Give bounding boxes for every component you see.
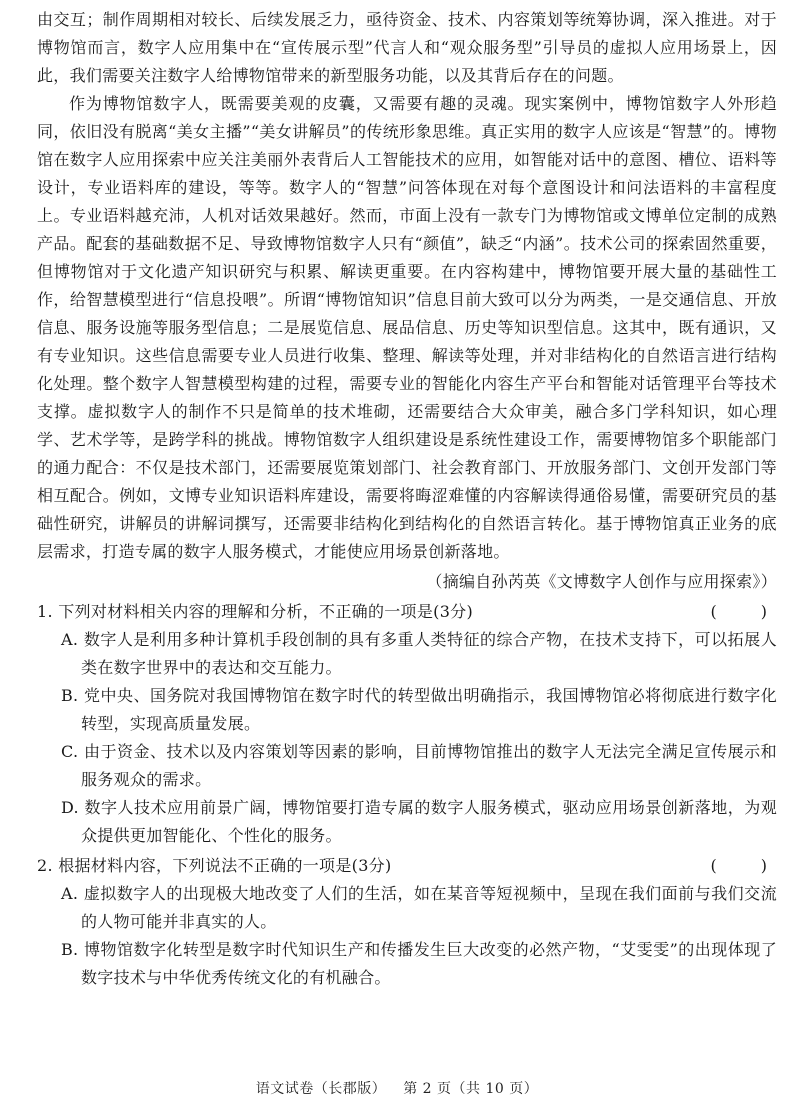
question-2 — [37, 852, 777, 992]
reading-material — [37, 6, 777, 992]
paragraph-main: 作为博物馆数字人，既需要美观的皮囊，又需要有趣的灵魂。现实案例中，博物馆数字人外形趋同，依旧没有脱离“美女主播”“美女讲解员”的传统形象思维。真正实用的数字人应该是“智慧”的。博物馆在数字人应用探索中应关注美丽外表背后人工智能技术的应用，如智能对话中的意图、槽位、语料等设计，专业语料库的建设，等等。数字人的“智慧”问答体现在对每个意图设计和问法语料的丰富程度上。专业语料越充沛，人机对话效果越好。然而，市面上没有一款专门为博物馆或文博单位定制的成熟产品。配套的基础数据不足、导致博物馆数字人只有“颜值”，缺乏“内涵”。技术公司的探索固然重要，但博物馆对于文化遗产知识研究与积累、解读更重要。在内容构建中，博物馆要开展大量的基础性工作，给智慧模型进行“信息投喂”。所谓“博物馆知识”信息目前大致可以分为两类，一是交通信息、开放信息、服务设施等服务型信息；二是展览信息、展品信息、历史等知识型信息。这其中，既有通识，又有专业知识。这些信息需要专业人员进行收集、整理、解读等处理，并对非结构化的自然语言进行结构化处理。整个数字人智慧模型构建的过程，需要专业的智能化内容生产平台和智能对话管理平台等技术支撑。虚拟数字人的制作不只是简单的技术堆砌，还需要结合大众审美，融合多门学科知识，如心理学、艺术学等，是跨学科的挑战。博物馆数字人组织建设是系统性建设工作，需要博物馆多个职能部门的通力配合：不仅是技术部门，还需要展览策划部门、社会教育部门、开放服务部门、文创开发部门等相互配合。例如，文博专业知识语料库建设，需要将晦涩难懂的内容解读得通俗易懂，需要研究员的基础性研究，讲解员的讲解词撰写，还需要非结构化到结构化的自然语言转化。基于博物馆真正业务的底层需求，打造专属的数字人服务模式，才能使应用场景创新落地。 — [37, 94, 777, 561]
source-citation: （摘编自孙芮英《文博数字人创作与应用探索》） — [426, 572, 777, 591]
question-1-option-d[interactable]: D. 数字人技术应用前景广阔，博物馆要打造专属的数字人服务模式，驱动应用场景创新落地，为观众提供更加智能化、个性化的服务。 — [61, 798, 777, 845]
question-1 — [37, 598, 777, 850]
question-1-option-b[interactable]: B. 党中央、国务院对我国博物馆在数字时代的转型做出明确指示，我国博物馆必将彻底进行数字化转型，实现高质量发展。 — [61, 686, 777, 733]
question-2-stem: 2. 根据材料内容，下列说法不正确的一项是(3分) — [37, 856, 392, 875]
page-footer — [0, 1078, 794, 1098]
question-1-stem: 1. 下列对材料相关内容的理解和分析，不正确的一项是(3分) — [37, 602, 474, 621]
footer-subject: 语文试卷（长郡版） — [255, 1081, 387, 1097]
question-1-answer-blank[interactable]: ( ) — [710, 602, 771, 621]
footer-page-number: 第 2 页（共 10 页） — [403, 1081, 539, 1097]
question-2-option-b[interactable]: B. 博物馆数字化转型是数字时代知识生产和传播发生巨大改变的必然产物，“艾雯雯”的出现体现了数字技术与中华优秀传统文化的有机融合。 — [61, 940, 777, 987]
question-1-option-a[interactable]: A. 数字人是利用多种计算机手段创制的具有多重人类特征的综合产物，在技术支持下，可以拓展人类在数字世界中的表达和交互能力。 — [61, 630, 777, 677]
question-1-option-c[interactable]: C. 由于资金、技术以及内容策划等因素的影响，目前博物馆推出的数字人无法完全满足宣传展示和服务观众的需求。 — [61, 742, 777, 789]
question-2-option-a[interactable]: A. 虚拟数字人的出现极大地改变了人们的生活，如在某音等短视频中，呈现在我们面前与我们交流的人物可能并非真实的人。 — [61, 884, 777, 931]
paragraph-continued: 由交互；制作周期相对较长、后续发展乏力，亟待资金、技术、内容策划等统筹协调，深入推进。对于博物馆而言，数字人应用集中在“宣传展示型”代言人和“观众服务型”引导员的虚拟人应用场景上，因此，我们需要关注数字人给博物馆带来的新型服务功能，以及其背后存在的问题。 — [37, 10, 777, 85]
question-2-answer-blank[interactable]: ( ) — [710, 856, 771, 875]
